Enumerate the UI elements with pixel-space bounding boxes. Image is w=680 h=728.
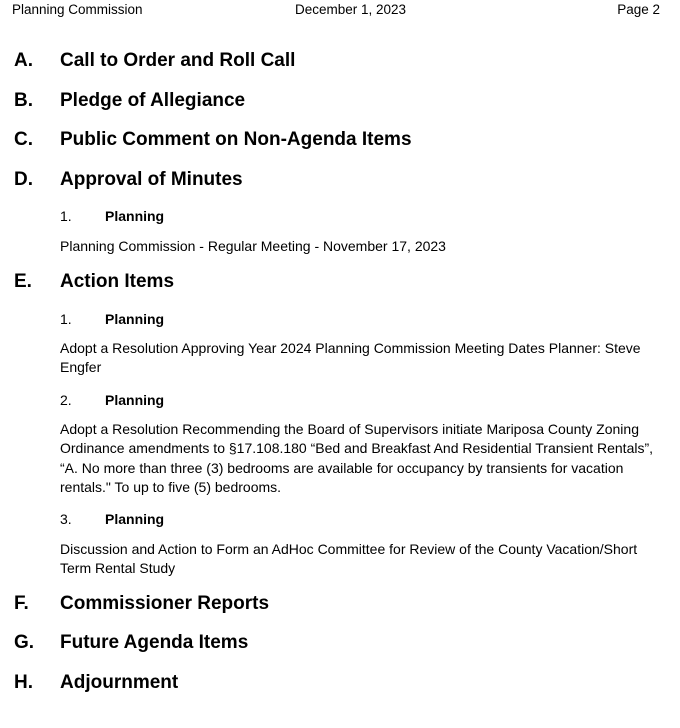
section-title: Pledge of Allegiance [60, 90, 246, 111]
section-letter: D. [14, 169, 33, 190]
section-title: Adjournment [60, 672, 179, 693]
minutes-item-description: Planning Commission - Regular Meeting - November 17, 2023 [60, 238, 446, 254]
header-date: December 1, 2023 [295, 2, 407, 17]
item-number: 1. [60, 311, 72, 327]
section-title: Commissioner Reports [60, 593, 270, 614]
section-letter: H. [14, 672, 33, 693]
item-number: 1. [60, 208, 72, 224]
item-label: Planning [105, 208, 165, 224]
item-label: Planning [105, 511, 165, 527]
section-letter: F. [14, 593, 29, 614]
section-title: Public Comment on Non-Agenda Items [60, 129, 412, 150]
section-letter: B. [14, 90, 33, 111]
section-letter: G. [14, 632, 35, 653]
item-label: Planning [105, 392, 165, 408]
action-item-3-description: Discussion and Action to Form an AdHoc Committee for Review of the County Vacation/Short Term Rental Study [60, 541, 638, 577]
item-number: 2. [60, 392, 72, 408]
section-title: Future Agenda Items [60, 632, 249, 653]
item-label: Planning [105, 311, 165, 327]
section-title: Approval of Minutes [60, 169, 243, 190]
section-title: Call to Order and Roll Call [60, 50, 296, 71]
section-letter: A. [14, 50, 33, 71]
section-letter: E. [14, 271, 32, 292]
item-number: 3. [60, 511, 72, 527]
header-page-number: Page 2 [617, 2, 660, 17]
page-header [12, 2, 660, 20]
section-letter: C. [14, 129, 33, 150]
action-item-1-description: Adopt a Resolution Approving Year 2024 Planning Commission Meeting Dates Planner: Steve Engfer [60, 340, 641, 376]
header-organization: Planning Commission [12, 2, 143, 17]
action-item-2-description: Adopt a Resolution Recommending the Board of Supervisors initiate Mariposa County Zoning Ordinance amendments to §17.108.180 “Bed and Breakfast And Residential Transient Rentals”, “A. No more than three (3) bedrooms are available for occupancy by transients for vacation rentals." To up to five (5) bedrooms. [60, 421, 654, 495]
section-title: Action Items [60, 271, 175, 292]
